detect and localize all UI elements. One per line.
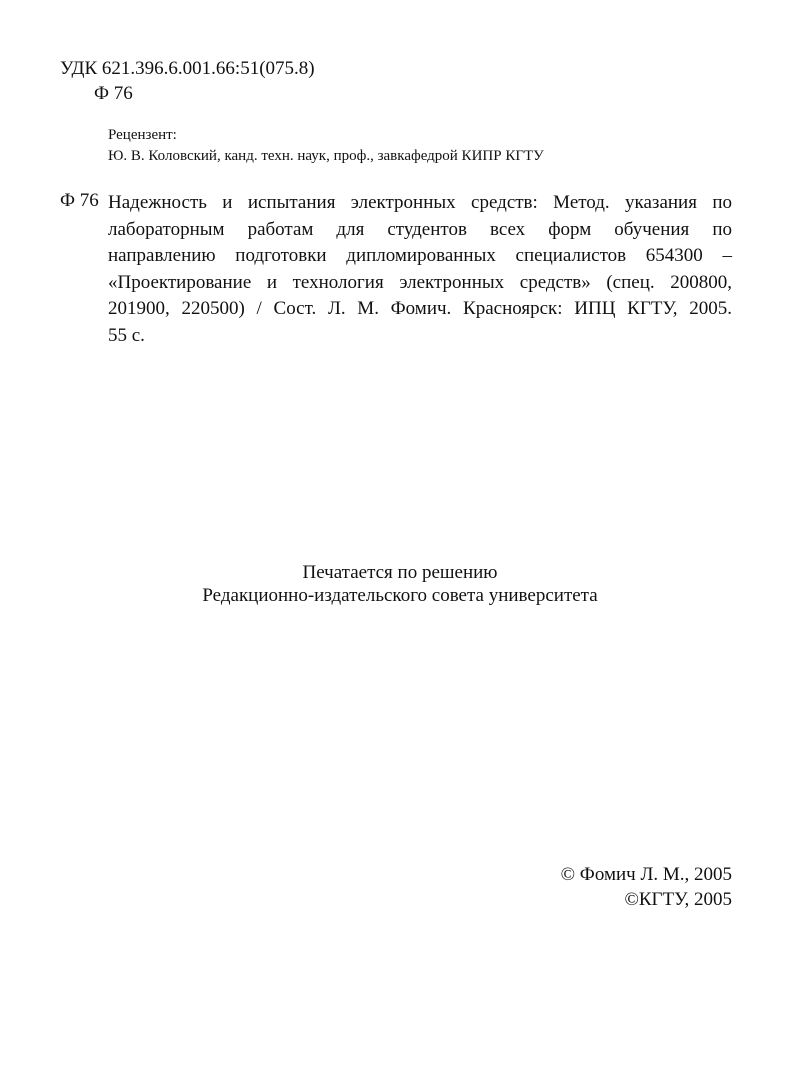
bibliography-line: направлению подготовки дипломированных специалистов 654300 – — [108, 245, 732, 266]
bibliographic-description — [108, 190, 732, 349]
bibliography-line: 55 с. — [108, 324, 145, 346]
copyright-author: © Фомич Л. М., 2005 — [560, 864, 732, 885]
bibliography-code: Ф 76 — [60, 190, 99, 211]
reviewer-label: Рецензент: — [108, 127, 177, 143]
author-sign-code: Ф 76 — [94, 83, 133, 104]
udk-index: УДК 621.396.6.001.66:51(075.8) — [60, 58, 315, 79]
printed-by-line-1: Печатается по решению — [302, 562, 498, 583]
printed-by-line-2: Редакционно-издательского совета университета — [202, 585, 598, 606]
copyright-institution: ©КГТУ, 2005 — [624, 889, 732, 910]
bibliography-line: «Проектирование и технология электронных средств» (спец. 200800, — [108, 271, 732, 293]
bibliography-line: 201900, 220500) / Сост. Л. М. Фомич. Красноярск: ИПЦ КГТУ, 2005. — [108, 298, 732, 319]
reviewer-text: Ю. В. Коловский, канд. техн. наук, проф., завкафедрой КИПР КГТУ — [108, 148, 544, 164]
bibliography-line: лабораторным работам для студентов всех форм обучения по — [108, 218, 732, 240]
bibliography-line: Надежность и испытания электронных средств: Метод. указания по — [108, 192, 732, 213]
